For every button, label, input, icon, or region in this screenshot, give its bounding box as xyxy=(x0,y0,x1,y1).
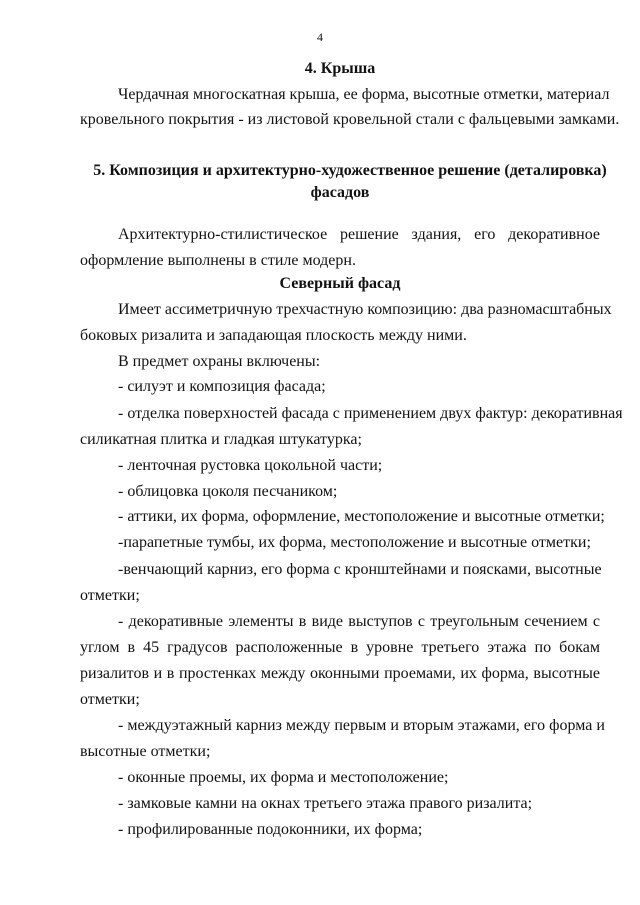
protection-item-10: - оконные проемы, их форма и местоположение; xyxy=(118,769,449,786)
protection-item-7-line-1: -венчающий карниз, его форма с кронштейнами и поясками, высотные xyxy=(118,561,602,578)
section-4-paragraph-line-1: Чердачная многоскатная крыша, ее форма, высотные отметки, материал xyxy=(118,86,610,103)
protection-item-7-line-2: отметки; xyxy=(80,587,140,604)
protection-item-8-line-3: ризалитов и в простенках между оконными проемами, их форма, высотные xyxy=(80,665,600,682)
section-5-heading-line-1: 5. Композиция и архитектурно-художественное решение (деталировка) xyxy=(93,162,607,179)
protection-item-12: - профилированные подоконники, их форма; xyxy=(118,821,423,838)
protection-item-2-line-2: силикатная плитка и гладкая штукатурка; xyxy=(80,431,362,448)
page-number: 4 xyxy=(317,30,323,44)
protection-item-9-line-2: высотные отметки; xyxy=(80,743,211,760)
protection-item-8-line-1: - декоративные элементы в виде выступов с треугольным сечением с xyxy=(118,613,600,630)
protection-item-2-line-1: - отделка поверхностей фасада с применением двух фактур: декоративная xyxy=(118,405,623,422)
protection-item-3: - ленточная рустовка цокольной части; xyxy=(118,457,383,474)
north-facade-heading: Северный фасад xyxy=(279,275,401,292)
protection-item-11: - замковые камни на окнах третьего этажа правого ризалита; xyxy=(118,795,533,812)
protection-item-9-line-1: - междуэтажный карниз между первым и вторым этажами, его форма и xyxy=(118,717,605,734)
protection-item-1: - силуэт и композиция фасада; xyxy=(118,378,326,395)
north-facade-paragraph-line-1: Имеет ассиметричную трехчастную композицию: два разномасштабных xyxy=(118,301,612,318)
section-5-heading-line-2: фасадов xyxy=(310,184,370,201)
protection-item-5: - аттики, их форма, оформление, местоположение и высотные отметки; xyxy=(118,508,605,525)
protection-item-6: -парапетные тумбы, их форма, местоположение и высотные отметки; xyxy=(118,534,591,551)
style-intro-line-2: оформление выполнены в стиле модерн. xyxy=(80,252,356,269)
section-4-heading: 4. Крыша xyxy=(304,60,376,77)
north-facade-paragraph-line-2: боковых ризалита и западающая плоскость между ними. xyxy=(80,327,467,344)
protection-item-8-line-2: углом в 45 градусов расположенные в уровне третьего этажа по бокам xyxy=(80,639,600,656)
protection-intro: В предмет охраны включены: xyxy=(118,353,321,370)
protection-item-8-line-4: отметки; xyxy=(80,691,140,708)
section-4-paragraph-line-2: кровельного покрытия - из листовой кровельной стали с фальцевыми замками. xyxy=(80,111,620,128)
style-intro-line-1: Архитектурно-стилистическое решение здания, его декоративное xyxy=(118,226,600,243)
protection-item-4: - облицовка цоколя песчаником; xyxy=(118,483,338,500)
